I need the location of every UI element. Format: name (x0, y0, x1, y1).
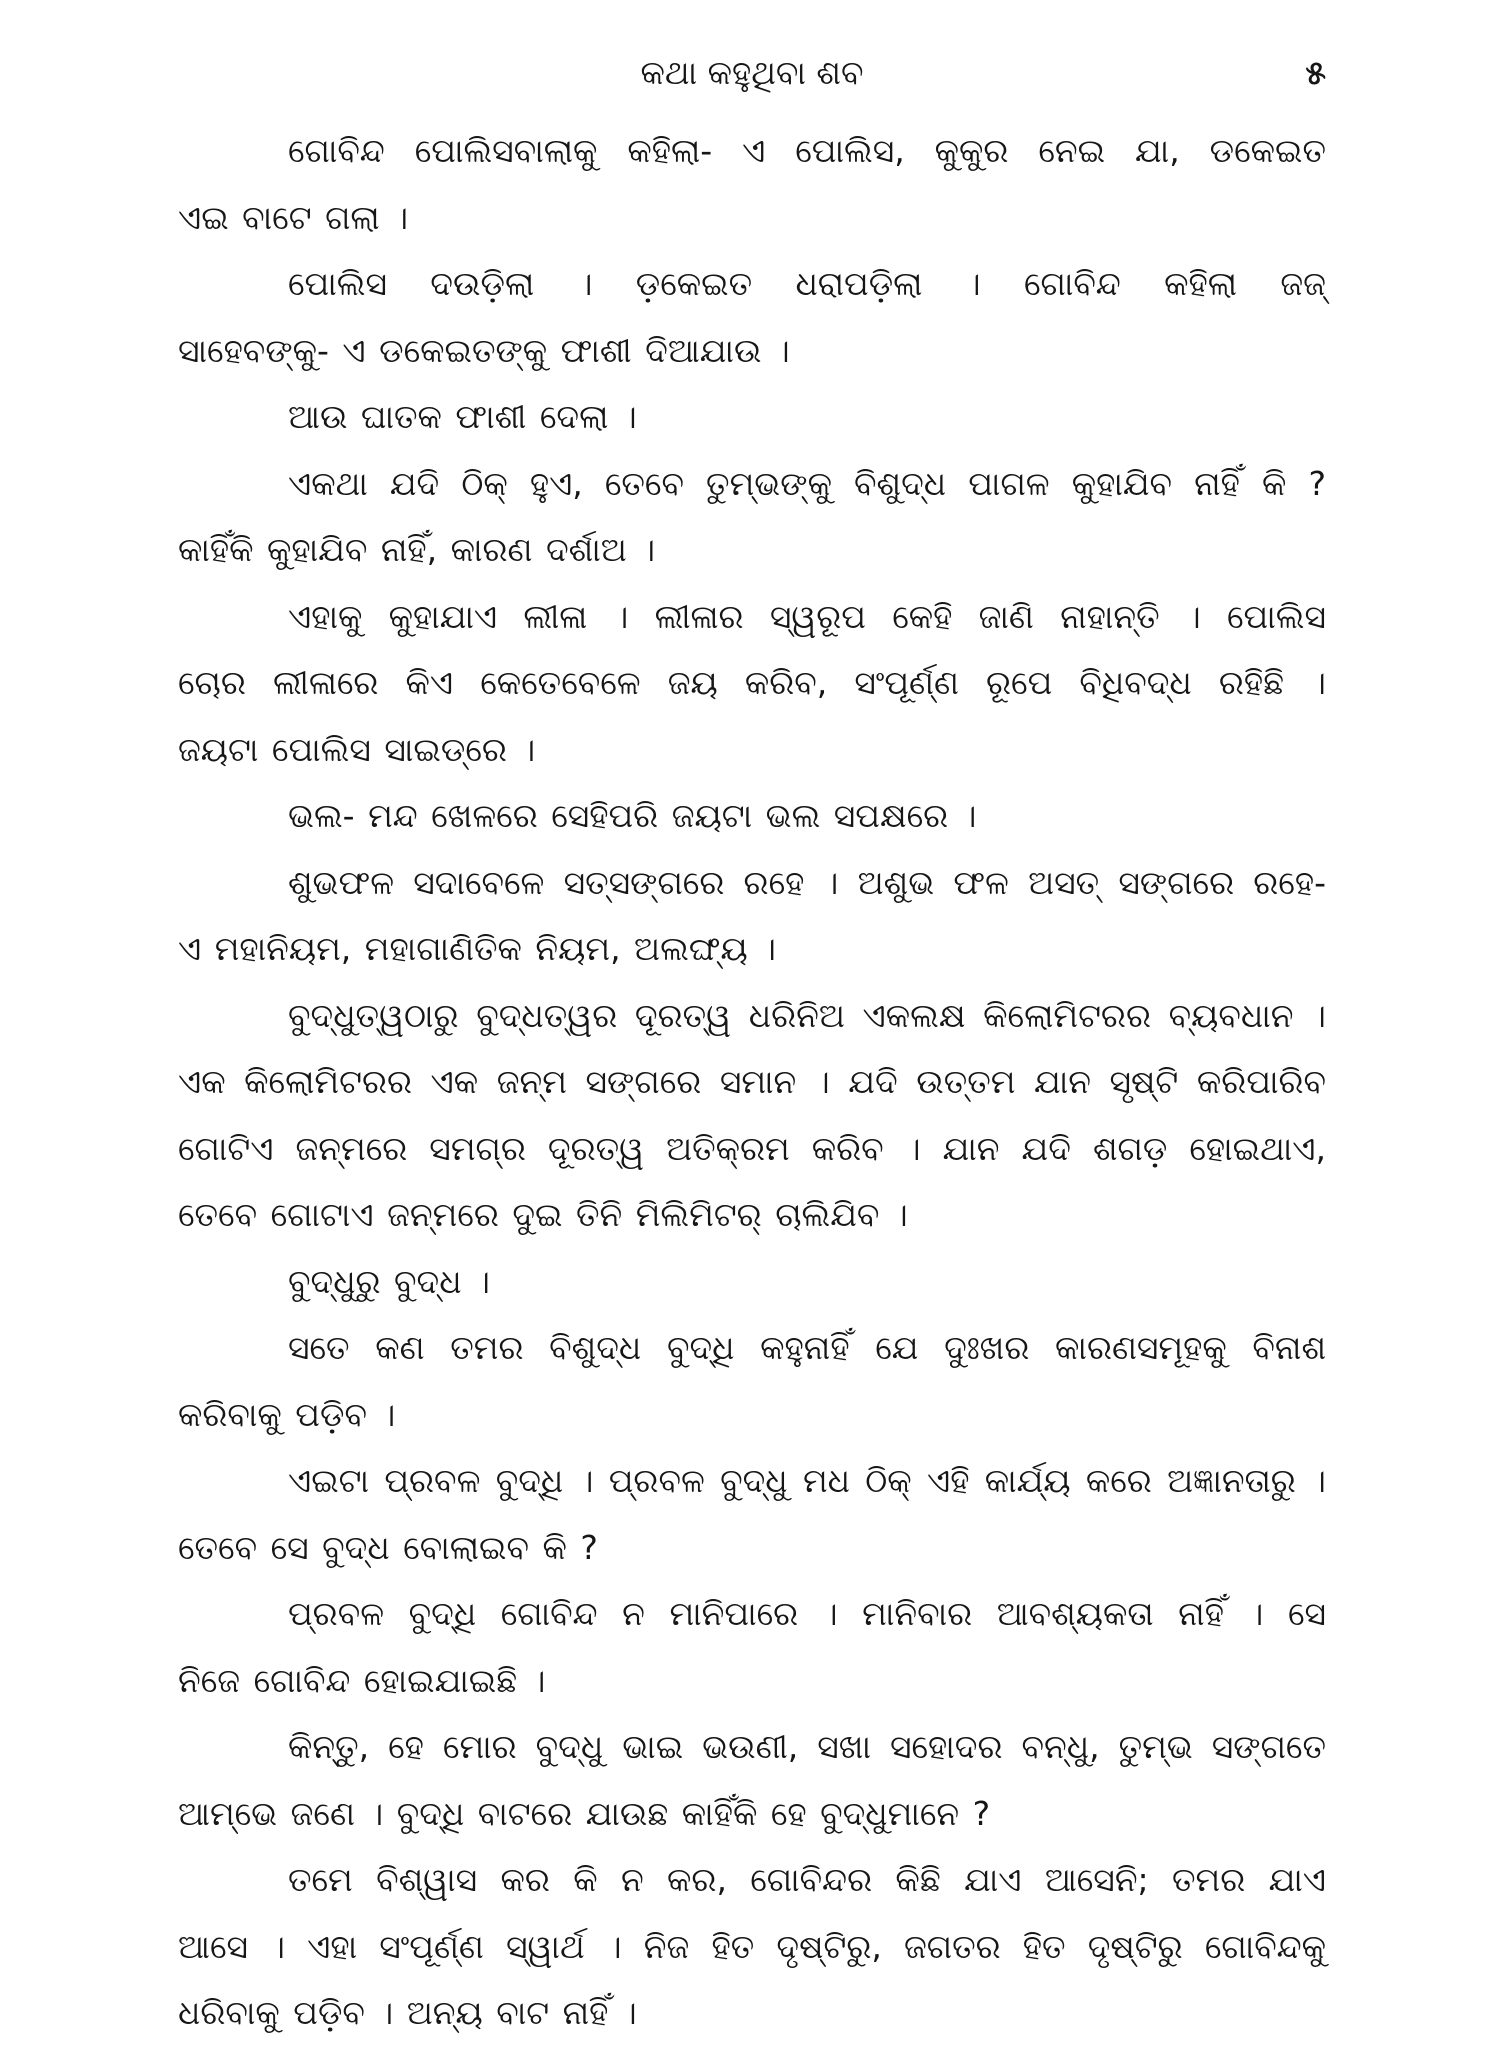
text-line: ଏକଥା ଯଦି ଠିକ୍ ହୁଏ, ତେବେ ତୁମ୍ଭଙ୍କୁ ବିଶୁଦ୍ଧ ପାଗଳ କୁହାଯିବ ନାହିଁ କି ? (288, 463, 1326, 503)
paragraph (178, 1315, 1326, 1448)
running-title: କଥା କହୁଥିବା ଶବ (640, 53, 864, 92)
paragraph (178, 983, 1326, 1249)
text-line: ଗୋବିନ୍ଦ ପୋଲିସବାଲାକୁ କହିଲା- ଏ ପୋଲିସ, କୁକୁର ନେଇ ଯା, ଡକେଇତ (288, 131, 1326, 170)
text-line: ଆଉ ଘାତକ ଫାଶୀ ଦେଲା । (288, 397, 637, 436)
text-line: କରିବାକୁ ପଡ଼ିବ । (178, 1394, 396, 1434)
text-line: ଆମ୍ଭେ ଜଣେ । ବୁଦ୍ଧି ବାଟରେ ଯାଉଛ କାହିଁକି ହେ ବୁଦ୍ଧୁମାନେ ? (178, 1793, 991, 1833)
paragraph (178, 850, 1326, 983)
text-line: କାହିଁକି କୁହାଯିବ ନାହିଁ, କାରଣ ଦର୍ଶାଅ । (178, 530, 656, 569)
text-line: ଏଇଟା ପ୍ରବଳ ବୁଦ୍ଧି । ପ୍ରବଳ ବୁଦ୍ଧୁ ମଧ ଠିକ୍ ଏହି କାର୍ଯ୍ୟ କରେ ଅଜ୍ଞାନତାରୁ । (288, 1461, 1326, 1500)
text-line: ବୁଦ୍ଧୁରୁ ବୁଦ୍ଧ । (288, 1261, 490, 1301)
paragraph (178, 384, 1326, 451)
paragraph (178, 118, 1326, 251)
text-line: ଜୟଟା ପୋଲିସ ସାଇଡ୍‌ରେ । (178, 729, 536, 769)
text-line: ତମେ ବିଶ୍ୱାସ କର କି ନ କର, ଗୋବିନ୍ଦର କିଛି ଯାଏ ଆସେନି; ତମର ଯାଏ (288, 1860, 1326, 1899)
text-line: ଏହାକୁ କୁହାଯାଏ ଲୀଳା । ଲୀଳାର ସ୍ୱରୂପ କେହି ଜାଣି ନାହାନ୍ତି । ପୋଲିସ (288, 596, 1326, 636)
paragraph (178, 1847, 1326, 2047)
text-line: ଆସେ । ଏହା ସଂପୂର୍ଣ୍ଣ ସ୍ୱାର୍ଥ । ନିଜ ହିତ ଦୃଷ୍ଟିରୁ, ଜଗତର ହିତ ଦୃଷ୍ଟିରୁ ଗୋବିନ୍ଦକୁ (178, 1926, 1326, 1966)
text-line: ଧରିବାକୁ ପଡ଼ିବ । ଅନ୍ୟ ବାଟ ନାହିଁ । (178, 1993, 637, 2032)
page-body (178, 118, 1326, 2047)
paragraph (178, 783, 1326, 850)
text-line: ସତେ କଣ ତମର ବିଶୁଦ୍ଧ ବୁଦ୍ଧି କହୁନାହିଁ ଯେ ଦୁଃଖର କାରଣସମୂହକୁ ବିନାଶ (288, 1328, 1326, 1367)
text-line: ଏ ମହାନିୟମ, ମହାଗାଣିତିକ ନିୟମ, ଅଲଙ୍ଘ୍ୟ । (178, 929, 777, 968)
text-line: ନିଜେ ଗୋବିନ୍ଦ ହୋଇଯାଇଛି । (178, 1660, 546, 1700)
book-page (178, 48, 1326, 2047)
text-line: ଏକ କିଲୋମିଟରର ଏକ ଜନ୍ମ ସଙ୍ଗରେ ସମାନ । ଯଦି ଉତ୍ତମ ଯାନ ସୃଷ୍ଟି କରିପାରିବ (178, 1062, 1326, 1101)
paragraph (178, 1249, 1326, 1316)
paragraph (178, 251, 1326, 384)
paragraph (178, 1581, 1326, 1714)
text-line: ବୁଦ୍ଧୁତ୍ୱଠାରୁ ବୁଦ୍ଧତ୍ୱର ଦୂରତ୍ୱ ଧରିନିଅ ଏକଲକ୍ଷ କିଲୋମିଟରର ବ୍ୟବଧାନ । (288, 995, 1326, 1035)
paragraph (178, 451, 1326, 584)
text-line: ସାହେବଙ୍କୁ- ଏ ଡକେଇତଙ୍କୁ ଫାଶୀ ଦିଆଯାଉ । (178, 330, 790, 370)
page-number: ୫ (1305, 53, 1326, 92)
text-line: ଗୋଟିଏ ଜନ୍ମରେ ସମଗ୍ର ଦୂରତ୍ୱ ଅତିକ୍ରମ କରିବ । ଯାନ ଯଦି ଶଗଡ଼ ହୋଇଥାଏ, (178, 1128, 1326, 1168)
text-line: ପୋଲିସ ଦଉଡ଼ିଲା । ଡ଼କେଇତ ଧରାପଡ଼ିଲା । ଗୋବିନ୍ଦ କହିଲା ଜଜ୍ (288, 264, 1326, 303)
text-line: ଭଲ- ମନ୍ଦ ଖେଳରେ ସେହିପରି ଜୟଟା ଭଲ ସପକ୍ଷରେ । (288, 796, 977, 835)
paragraph (178, 1448, 1326, 1581)
text-line: ତେବେ ଗୋଟାଏ ଜନ୍ମରେ ଦୁଇ ତିନି ମିଲିମିଟର୍ ଚାଲିଯିବ । (178, 1195, 908, 1234)
text-line: କିନ୍ତୁ, ହେ ମୋର ବୁଦ୍ଧୁ ଭାଇ ଭଉଣୀ, ସଖା ସହୋଦର ବନ୍ଧୁ, ତୁମ୍ଭ ସଙ୍ଗତେ (288, 1727, 1326, 1766)
text-line: ଏଇ ବାଟେ ଗଲା । (178, 197, 409, 237)
text-line: ପ୍ରବଳ ବୁଦ୍ଧି ଗୋବିନ୍ଦ ନ ମାନିପାରେ । ମାନିବାର ଆବଶ୍ୟକତା ନାହିଁ । ସେ (288, 1594, 1326, 1633)
text-line: ଚୋର ଲୀଳାରେ କିଏ କେତେବେଳେ ଜୟ କରିବ, ସଂପୂର୍ଣ୍ଣ ରୂପେ ବିଧିବଦ୍ଧ ରହିଛି । (178, 663, 1326, 702)
page-header (178, 48, 1326, 108)
text-line: ତେବେ ସେ ବୁଦ୍ଧ ବୋଲାଇବ କି ? (178, 1527, 598, 1567)
text-line: ଶୁଭଫଳ ସଦାବେଳେ ସତ୍‌ସଙ୍ଗରେ ରହେ । ଅଶୁଭ ଫଳ ଅସତ୍ ସଙ୍ଗରେ ରହେ- (288, 862, 1326, 902)
paragraph (178, 584, 1326, 784)
paragraph (178, 1714, 1326, 1847)
